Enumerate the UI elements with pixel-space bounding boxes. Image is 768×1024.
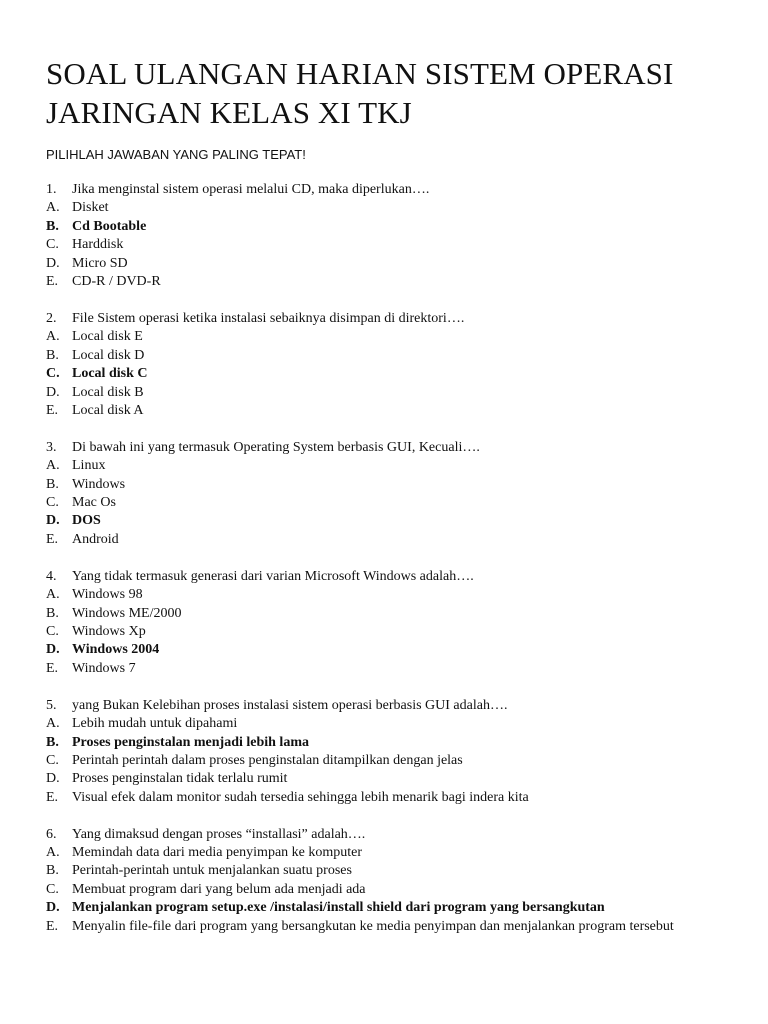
option-letter: C. [46, 881, 59, 897]
question-stem [46, 826, 746, 844]
answer-option [46, 862, 746, 880]
option-letter: A. [46, 845, 60, 861]
question-number: 1. [46, 182, 57, 197]
option-text: Disket [72, 200, 109, 216]
answer-option [46, 844, 746, 862]
answer-option [46, 402, 746, 420]
option-letter: E. [46, 660, 59, 676]
question-text: Yang tidak termasuk generasi dari varian Microsoft Windows adalah…. [72, 568, 474, 584]
option-text: Linux [72, 458, 106, 474]
answer-option [46, 328, 746, 346]
option-text: Windows 2004 [72, 642, 160, 658]
option-text: Mac Os [72, 495, 116, 511]
question-number: 2. [46, 310, 57, 326]
question-number: 5. [46, 697, 57, 713]
option-text: Local disk B [72, 384, 144, 400]
answer-option [46, 476, 746, 494]
option-text: DOS [72, 513, 101, 529]
question-3 [46, 439, 746, 549]
question-number: 3. [46, 439, 57, 455]
answer-option [46, 255, 746, 273]
answer-option [46, 770, 746, 788]
option-text: Lebih mudah untuk dipahami [72, 716, 238, 732]
option-letter: C. [46, 752, 59, 768]
option-text: Local disk E [72, 329, 143, 345]
option-letter: E. [46, 789, 59, 805]
answer-option-correct [46, 641, 746, 659]
answer-option-correct [46, 899, 746, 917]
question-stem [46, 181, 746, 199]
answer-option [46, 494, 746, 512]
answer-option [46, 605, 746, 623]
question-number: 6. [46, 826, 57, 842]
question-6 [46, 826, 746, 936]
question-stem [46, 697, 746, 715]
answer-option [46, 199, 746, 217]
answer-option [46, 236, 746, 254]
page-title [46, 54, 673, 132]
answer-option [46, 273, 746, 291]
question-text: yang Bukan Kelebihan proses instalasi sistem operasi berbasis GUI adalah…. [72, 697, 508, 713]
option-letter: D. [46, 513, 60, 529]
option-text: Menjalankan program setup.exe /instalasi/install shield dari program yang bersangkutan [72, 900, 605, 916]
answer-option [46, 347, 746, 365]
answer-option-correct [46, 365, 746, 383]
option-letter: A. [46, 716, 60, 732]
option-letter: E. [46, 531, 59, 547]
answer-option [46, 660, 746, 678]
question-1 [46, 181, 746, 291]
question-2 [46, 310, 746, 420]
option-letter: C. [46, 495, 59, 511]
question-stem [46, 439, 746, 457]
option-text: Windows 7 [72, 660, 136, 676]
question-stem [46, 310, 746, 328]
option-letter: A. [46, 200, 60, 216]
question-text: Jika menginstal sistem operasi melalui CD, maka diperlukan…. [72, 182, 430, 197]
option-letter: C. [46, 366, 60, 382]
option-text: Perintah-perintah untuk menjalankan suatu proses [72, 863, 352, 879]
option-text: Cd Bootable [72, 218, 147, 234]
option-text: Perintah perintah dalam proses penginstalan ditampilkan dengan jelas [72, 752, 463, 768]
title-line-1: SOAL ULANGAN HARIAN SISTEM OPERASI [46, 56, 674, 91]
option-letter: D. [46, 642, 60, 658]
answer-option [46, 881, 746, 899]
option-letter: B. [46, 218, 59, 234]
answer-option [46, 715, 746, 733]
option-text: Visual efek dalam monitor sudah tersedia sehingga lebih menarik bagi indera kita [72, 789, 529, 805]
answer-option-correct [46, 734, 746, 752]
option-letter: A. [46, 329, 60, 345]
answer-option [46, 586, 746, 604]
answer-option [46, 531, 746, 549]
answer-option [46, 623, 746, 641]
option-letter: C. [46, 623, 59, 639]
option-text: Proses penginstalan tidak terlalu rumit [72, 771, 288, 787]
question-4 [46, 568, 746, 678]
option-text: Windows ME/2000 [72, 605, 182, 621]
option-letter: B. [46, 734, 59, 750]
option-letter: E. [46, 273, 59, 289]
option-letter: D. [46, 900, 60, 916]
question-text: Yang dimaksud dengan proses “installasi” adalah…. [72, 826, 366, 842]
option-letter: B. [46, 347, 59, 363]
answer-option-correct [46, 218, 746, 236]
option-text: Local disk C [72, 366, 148, 382]
question-text: File Sistem operasi ketika instalasi sebaiknya disimpan di direktori…. [72, 310, 465, 326]
option-text: CD-R / DVD-R [72, 273, 161, 289]
question-text: Di bawah ini yang termasuk Operating System berbasis GUI, Kecuali…. [72, 439, 480, 455]
answer-option [46, 384, 746, 402]
option-text: Harddisk [72, 237, 124, 253]
option-text: Local disk A [72, 402, 144, 418]
question-number: 4. [46, 568, 57, 584]
title-line-2: JARINGAN KELAS XI TKJ [46, 95, 412, 130]
option-text: Proses penginstalan menjadi lebih lama [72, 734, 309, 750]
option-text: Windows 98 [72, 587, 143, 603]
option-letter: D. [46, 384, 60, 400]
option-letter: A. [46, 587, 60, 603]
answer-option-correct [46, 512, 746, 530]
option-letter: B. [46, 605, 59, 621]
answer-option [46, 457, 746, 475]
question-5 [46, 697, 746, 807]
option-letter: B. [46, 863, 59, 879]
instruction-text: PILIHLAH JAWABAN YANG PALING TEPAT! [46, 147, 306, 162]
option-letter: E. [46, 918, 59, 934]
option-letter: D. [46, 771, 60, 787]
option-text: Micro SD [72, 255, 128, 271]
answer-option [46, 918, 746, 936]
option-letter: E. [46, 402, 59, 418]
answer-option [46, 789, 746, 807]
option-text: Android [72, 531, 119, 547]
answer-option [46, 752, 746, 770]
option-letter: C. [46, 237, 59, 253]
option-text: Windows [72, 476, 126, 492]
option-letter: A. [46, 458, 60, 474]
option-text: Membuat program dari yang belum ada menjadi ada [72, 881, 366, 897]
option-text: Local disk D [72, 347, 145, 363]
option-letter: B. [46, 476, 59, 492]
option-letter: D. [46, 255, 60, 271]
option-text: Menyalin file-file dari program yang bersangkutan ke media penyimpan dan menjalankan program tersebut [72, 918, 674, 934]
option-text: Memindah data dari media penyimpan ke komputer [72, 845, 363, 861]
question-stem [46, 568, 746, 586]
option-text: Windows Xp [72, 623, 146, 639]
question-list [46, 181, 746, 955]
